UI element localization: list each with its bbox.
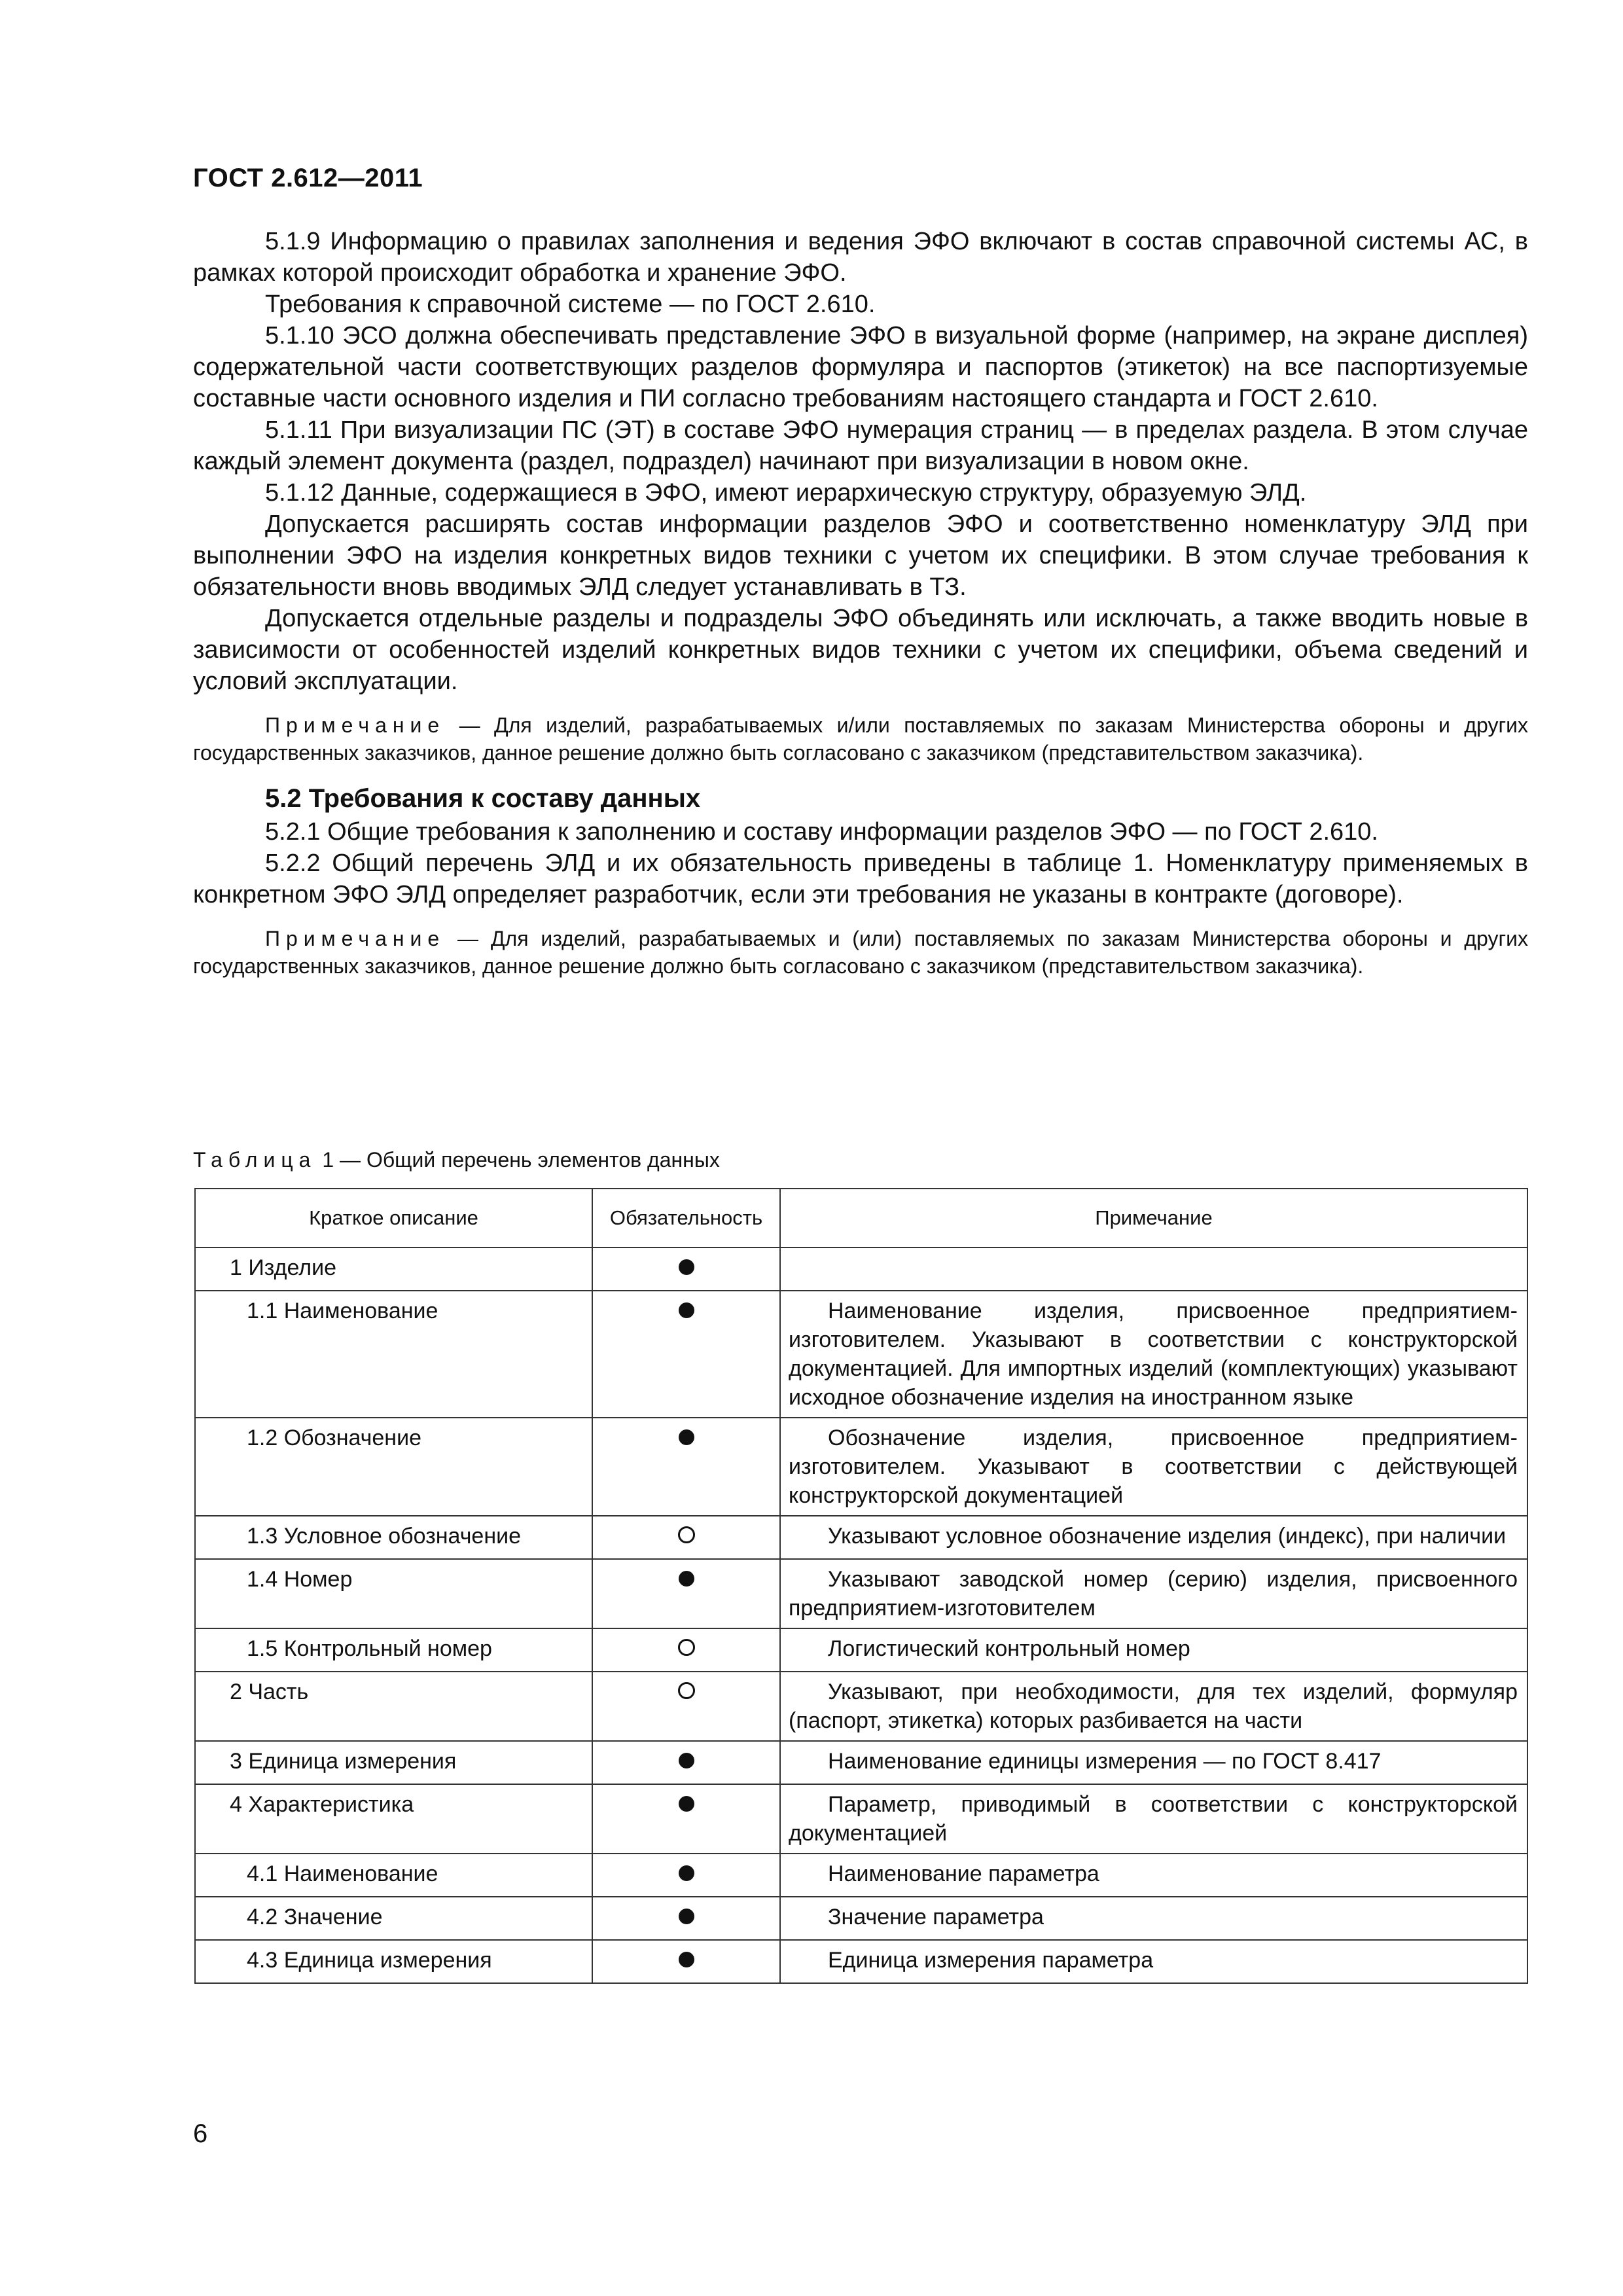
header-obligation: Обязательность bbox=[592, 1189, 780, 1247]
cell-note: Обозначение изделия, присвоенное предприятием-изготовителем. Указывают в соответствии с действующей конструкторской документацией bbox=[780, 1418, 1527, 1516]
cell-description: 4.2 Значение bbox=[195, 1897, 592, 1940]
cell-obligation bbox=[592, 1628, 780, 1672]
cell-obligation bbox=[592, 1741, 780, 1784]
cell-description: 3 Единица измерения bbox=[195, 1741, 592, 1784]
table-caption-text: 1 — Общий перечень элементов данных bbox=[316, 1148, 720, 1172]
filled-circle-icon bbox=[679, 1429, 694, 1445]
cell-obligation bbox=[592, 1854, 780, 1897]
note-1-text: — Для изделий, разрабатываемых и/или поставляемых по заказам Министерства обороны и других государственных заказчиков, данное решение должно быть согласовано с заказчиком (представительством заказчика). bbox=[193, 713, 1528, 764]
paragraph-5-2-2: 5.2.2 Общий перечень ЭЛД и их обязательность приведены в таблице 1. Номенклатуру применяемых в конкретном ЭФО ЭЛД определяет разработчик, если эти требования не указаны в контракте (договоре). bbox=[193, 850, 1528, 908]
page-number: 6 bbox=[193, 2119, 208, 2148]
filled-circle-icon bbox=[679, 1865, 694, 1881]
paragraph-combine-sections: Допускается отдельные разделы и подразделы ЭФО объединять или исключать, а также вводить новые в зависимости от особенностей изделий конкретных видов техники с учетом их специфики, объема сведений и условий эксплуатации. bbox=[193, 605, 1528, 695]
table-row bbox=[195, 1854, 1527, 1897]
document-header: ГОСТ 2.612—2011 bbox=[193, 164, 423, 192]
paragraph-5-1-12: 5.1.12 Данные, содержащиеся в ЭФО, имеют иерархическую структуру, образуемую ЭЛД. bbox=[265, 479, 1307, 507]
table-body bbox=[195, 1247, 1527, 1983]
filled-circle-icon bbox=[679, 1571, 694, 1587]
cell-note: Указывают заводской номер (серию) изделия, присвоенного предприятием-изготовителем bbox=[780, 1559, 1527, 1628]
table-row bbox=[195, 1516, 1527, 1559]
table-row bbox=[195, 1897, 1527, 1940]
cell-description: 1.4 Номер bbox=[195, 1559, 592, 1628]
note-2-text: — Для изделий, разрабатываемых и (или) поставляемых по заказам Министерства обороны и других государственных заказчиков, данное решение должно быть согласовано с заказчиком (представительством заказчика). bbox=[193, 927, 1528, 978]
cell-note bbox=[780, 1247, 1527, 1291]
cell-obligation bbox=[592, 1418, 780, 1516]
table-header-row bbox=[195, 1189, 1527, 1247]
table-caption-label: Таблица bbox=[193, 1148, 317, 1172]
cell-note: Логистический контрольный номер bbox=[780, 1628, 1527, 1672]
cell-description: 2 Часть bbox=[195, 1672, 592, 1741]
header-description: Краткое описание bbox=[195, 1189, 592, 1247]
table-row bbox=[195, 1291, 1527, 1418]
table-row bbox=[195, 1559, 1527, 1628]
cell-description: 4 Характеристика bbox=[195, 1784, 592, 1854]
note-2 bbox=[193, 925, 1528, 980]
cell-note: Значение параметра bbox=[780, 1897, 1527, 1940]
table-row bbox=[195, 1418, 1527, 1516]
paragraph-5-2-1: 5.2.1 Общие требования к заполнению и составу информации разделов ЭФО — по ГОСТ 2.610. bbox=[265, 818, 1378, 846]
cell-obligation bbox=[592, 1516, 780, 1559]
table-row bbox=[195, 1672, 1527, 1741]
cell-description: 1 Изделие bbox=[195, 1247, 592, 1291]
cell-description: 4.1 Наименование bbox=[195, 1854, 592, 1897]
cell-note: Наименование параметра bbox=[780, 1854, 1527, 1897]
cell-obligation bbox=[592, 1784, 780, 1854]
section-5-2-heading: 5.2 Требования к составу данных bbox=[265, 784, 701, 813]
cell-description: 1.1 Наименование bbox=[195, 1291, 592, 1418]
paragraph-reference-system: Требования к справочной системе — по ГОСТ 2.610. bbox=[265, 291, 876, 318]
cell-description: 1.3 Условное обозначение bbox=[195, 1516, 592, 1559]
note-1-label: Примечание bbox=[265, 713, 446, 737]
cell-obligation bbox=[592, 1940, 780, 1983]
paragraph-5-1-11: 5.1.11 При визуализации ПС (ЭТ) в составе ЭФО нумерация страниц — в пределах раздела. В этом случае каждый элемент документа (раздел, подраздел) начинают при визуализации в новом окне. bbox=[193, 416, 1528, 475]
data-elements-table bbox=[194, 1188, 1528, 1984]
table-row bbox=[195, 1940, 1527, 1983]
cell-obligation bbox=[592, 1672, 780, 1741]
cell-obligation bbox=[592, 1291, 780, 1418]
note-1 bbox=[193, 711, 1528, 766]
cell-note: Параметр, приводимый в соответствии с конструкторской документацией bbox=[780, 1784, 1527, 1854]
filled-circle-icon bbox=[679, 1302, 694, 1318]
cell-note: Единица измерения параметра bbox=[780, 1940, 1527, 1983]
cell-note: Наименование единицы измерения — по ГОСТ 8.417 bbox=[780, 1741, 1527, 1784]
cell-obligation bbox=[592, 1247, 780, 1291]
cell-obligation bbox=[592, 1559, 780, 1628]
cell-note: Указывают, при необходимости, для тех изделий, формуляр (паспорт, этикетка) которых разбивается на части bbox=[780, 1672, 1527, 1741]
table-row bbox=[195, 1784, 1527, 1854]
paragraph-expand-scope: Допускается расширять состав информации разделов ЭФО и соответственно номенклатуру ЭЛД при выполнении ЭФО на изделия конкретных видов техники с учетом их специфики. В этом случае требования к обязательности вновь вводимых ЭЛД следует устанавливать в ТЗ. bbox=[193, 511, 1528, 601]
cell-description: 4.3 Единица измерения bbox=[195, 1940, 592, 1983]
cell-note: Наименование изделия, присвоенное предприятием-изготовителем. Указывают в соответствии с конструкторской документацией. Для импортных изделий (комплектующих) указывают исходное обозначение изделия на иностранном языке bbox=[780, 1291, 1527, 1418]
header-note: Примечание bbox=[780, 1189, 1527, 1247]
cell-note: Указывают условное обозначение изделия (индекс), при наличии bbox=[780, 1516, 1527, 1559]
cell-description: 1.5 Контрольный номер bbox=[195, 1628, 592, 1672]
paragraph-5-1-9: 5.1.9 Информацию о правилах заполнения и ведения ЭФО включают в состав справочной системы АС, в рамках которой происходит обработка и хранение ЭФО. bbox=[193, 228, 1528, 287]
filled-circle-icon bbox=[679, 1753, 694, 1768]
note-2-label: Примечание bbox=[265, 927, 446, 950]
cell-description: 1.2 Обозначение bbox=[195, 1418, 592, 1516]
table-row bbox=[195, 1741, 1527, 1784]
cell-obligation bbox=[592, 1897, 780, 1940]
table-caption bbox=[193, 1147, 720, 1173]
empty-circle-icon bbox=[678, 1682, 695, 1699]
empty-circle-icon bbox=[678, 1639, 695, 1656]
filled-circle-icon bbox=[679, 1909, 694, 1924]
empty-circle-icon bbox=[678, 1526, 695, 1543]
filled-circle-icon bbox=[679, 1796, 694, 1812]
table-row bbox=[195, 1247, 1527, 1291]
filled-circle-icon bbox=[679, 1259, 694, 1275]
filled-circle-icon bbox=[679, 1952, 694, 1967]
table-row bbox=[195, 1628, 1527, 1672]
paragraph-5-1-10: 5.1.10 ЭСО должна обеспечивать представление ЭФО в визуальной форме (например, на экране дисплея) содержательной части соответствующих разделов формуляра и паспортов (этикеток) на все паспортизуемые составные части основного изделия и ПИ согласно требованиям настоящего стандарта и ГОСТ 2.610. bbox=[193, 322, 1528, 412]
body-text bbox=[193, 226, 1528, 994]
